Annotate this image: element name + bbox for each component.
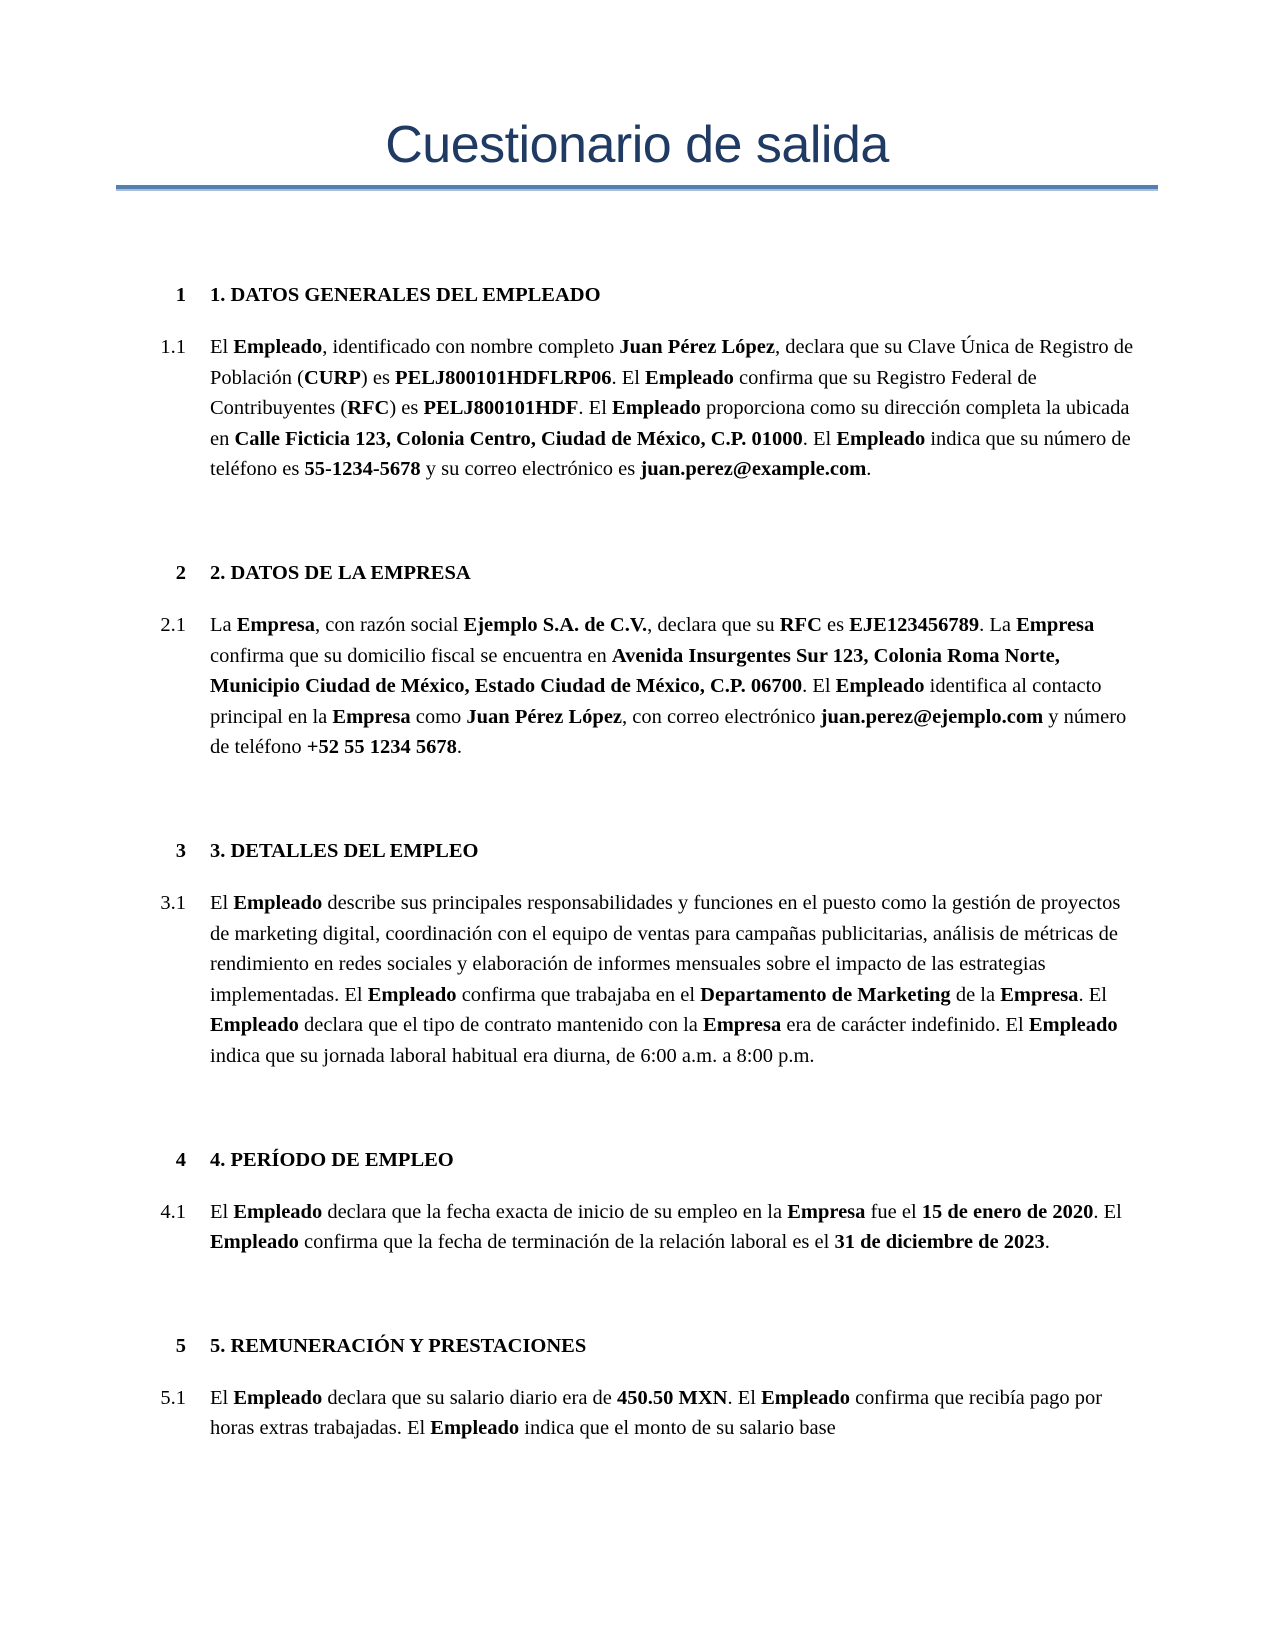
section-heading-row	[116, 1145, 1158, 1175]
text-run: , identificado con nombre completo	[322, 336, 620, 358]
text-run: proporciona como su dirección completa la ubicada en	[210, 397, 1130, 450]
text-run: El	[210, 1386, 234, 1409]
bold-run: Empleado	[233, 1200, 323, 1223]
bold-run: juan.perez@example.com	[640, 458, 867, 481]
clause-row	[116, 332, 1158, 485]
clause-text	[210, 888, 1140, 1072]
bold-run: Empleado	[645, 366, 734, 389]
clause-text	[210, 1383, 1140, 1444]
text-run: .	[456, 736, 462, 759]
text-run: La	[210, 613, 237, 636]
clause-number: 3.1	[160, 891, 186, 914]
bold-run: juan.perez@ejemplo.com	[820, 705, 1044, 728]
text-run: El	[210, 336, 234, 358]
text-run: . El	[611, 366, 646, 389]
section-heading-row	[116, 280, 1158, 310]
bold-run: Empleado	[1028, 1014, 1118, 1037]
text-run: , declara que su Clave Única de Registro de Población (	[210, 336, 1134, 389]
clause-text	[210, 332, 1140, 485]
bold-run: Empleado	[836, 427, 926, 450]
text-run: era de carácter indefinido. El	[781, 1014, 1029, 1037]
bold-run: Juan Pérez López	[466, 705, 623, 728]
bold-run: Empleado	[761, 1386, 850, 1409]
text-run: indica que su número de teléfono es	[210, 427, 1131, 481]
bold-run: RFC	[779, 613, 822, 636]
text-run: confirma que recibía pago por horas extras trabajadas. El	[210, 1386, 1103, 1440]
section-heading: 4. PERÍODO DE EMPLEO	[210, 1148, 454, 1171]
bold-run: +52 55 1234 5678	[306, 736, 457, 759]
section-number: 1	[175, 284, 186, 306]
text-run: . El	[1078, 983, 1107, 1006]
text-run: .	[866, 458, 872, 481]
text-run: de la	[950, 983, 1001, 1006]
bold-run: Empresa	[787, 1200, 866, 1223]
section-heading-row	[116, 558, 1158, 588]
text-run: describe sus principales responsabilidades y funciones en el puesto como la gestión de proyectos de marketing digital, coordinación con el equipo de ventas para campañas publicitarias, análisis de métricas de rendimiento en redes sociales y elaboración de informes mensuales sobre el impacto de las estrategias implementadas. El	[210, 891, 1121, 1006]
document-body	[116, 280, 1158, 1444]
section-heading-row	[116, 1331, 1158, 1361]
clause-number: 4.1	[160, 1200, 186, 1223]
bold-run: Juan Pérez López	[619, 336, 775, 358]
text-run: .	[1044, 1231, 1050, 1254]
bold-run: Calle Ficticia 123, Colonia Centro, Ciudad de México, C.P. 01000	[234, 427, 803, 450]
bold-run: 15 de enero de 2020	[921, 1200, 1094, 1223]
text-run: . El	[578, 397, 613, 420]
text-run: confirma que su Registro Federal de Contribuyentes (	[210, 366, 1037, 420]
section	[116, 1145, 1158, 1258]
bold-run: Departamento de Marketing	[700, 983, 951, 1006]
bold-run: Empleado	[210, 1231, 299, 1254]
text-run: . El	[727, 1386, 762, 1409]
text-run: . El	[1093, 1200, 1122, 1223]
text-run: declara que su salario diario era de	[322, 1386, 618, 1409]
clause-number: 1.1	[160, 336, 186, 358]
section-number: 5	[175, 1334, 186, 1357]
text-run: declara que la fecha exacta de inicio de su empleo en la	[322, 1200, 788, 1223]
text-run: declara que el tipo de contrato mantenido con la	[298, 1014, 704, 1037]
text-run: y su correo electrónico es	[420, 458, 641, 481]
bold-run: Empleado	[430, 1417, 520, 1440]
clause-row	[116, 610, 1158, 763]
text-run: confirma que su domicilio fiscal se encuentra en	[210, 644, 612, 667]
section	[116, 558, 1158, 763]
clause-number: 5.1	[160, 1386, 186, 1409]
bold-run: 31 de diciembre de 2023	[834, 1231, 1045, 1254]
section-heading: 3. DETALLES DEL EMPLEO	[210, 839, 479, 862]
clause-row	[116, 1383, 1158, 1444]
section-heading: 5. REMUNERACIÓN Y PRESTACIONES	[210, 1334, 587, 1357]
bold-run: Empresa	[703, 1014, 782, 1037]
clause-row	[116, 1197, 1158, 1258]
bold-run: Empleado	[233, 1386, 323, 1409]
section	[116, 836, 1158, 1072]
section-heading: 2. DATOS DE LA EMPRESA	[210, 561, 471, 584]
text-run: ) es	[389, 397, 424, 420]
bold-run: CURP	[303, 366, 361, 389]
text-run: . La	[979, 613, 1017, 636]
clause-text	[210, 1197, 1140, 1258]
text-run: El	[210, 1200, 234, 1223]
bold-run: Empresa	[1016, 613, 1095, 636]
text-run: indica que su jornada laboral habitual era diurna, de 6:00 a.m. a 8:00 p.m.	[210, 1044, 815, 1067]
bold-run: Empresa	[332, 705, 411, 728]
text-run: ) es	[360, 366, 396, 389]
text-run: es	[821, 613, 850, 636]
bold-run: 450.50 MXN	[617, 1386, 728, 1409]
text-run: , con razón social	[314, 613, 464, 636]
section-number: 2	[175, 561, 186, 584]
section-heading-row	[116, 836, 1158, 866]
section-number: 4	[175, 1148, 186, 1171]
bold-run: Empresa	[236, 613, 315, 636]
bold-run: Empleado	[612, 397, 701, 420]
clause-text	[210, 610, 1140, 763]
bold-run: EJE123456789	[849, 613, 980, 636]
section-heading: 1. DATOS GENERALES DEL EMPLEADO	[210, 284, 601, 306]
bold-run: Empleado	[233, 336, 323, 358]
bold-run: Avenida Insurgentes Sur 123, Colonia Roma Norte, Municipio Ciudad de México, Estado Ciudad de México, C.P. 06700	[210, 644, 1060, 698]
bold-run: Empleado	[367, 983, 457, 1006]
bold-run: PELJ800101HDFLRP06	[395, 366, 612, 389]
bold-run: 55-1234-5678	[304, 458, 421, 481]
clause-row	[116, 888, 1158, 1072]
bold-run: Empleado	[233, 891, 323, 914]
text-run: indica que el monto de su salario base	[519, 1417, 836, 1440]
text-run: fue el	[865, 1200, 922, 1223]
section-number: 3	[175, 839, 186, 862]
bold-run: Ejemplo S.A. de C.V.	[463, 613, 648, 636]
bold-run: PELJ800101HDF	[423, 397, 579, 420]
bold-run: Empleado	[210, 1014, 299, 1037]
text-run: como	[410, 705, 467, 728]
clause-number: 2.1	[160, 613, 186, 636]
title-rule-divider	[116, 185, 1158, 191]
text-run: , con correo electrónico	[622, 705, 821, 728]
text-run: , declara que su	[647, 613, 780, 636]
section	[116, 280, 1158, 485]
bold-run: Empresa	[1000, 983, 1079, 1006]
document-title: Cuestionario de salida	[385, 116, 889, 174]
text-run: identifica al contacto principal en la	[210, 675, 1102, 728]
section	[116, 1331, 1158, 1444]
bold-run: RFC	[347, 397, 390, 420]
text-run: confirma que trabajaba en el	[456, 983, 701, 1006]
text-run: y número de teléfono	[210, 705, 1127, 759]
text-run: . El	[802, 675, 836, 698]
text-run: . El	[802, 427, 837, 450]
text-run: confirma que la fecha de terminación de la relación laboral es el	[298, 1231, 835, 1254]
bold-run: Empleado	[835, 675, 925, 698]
text-run: El	[210, 891, 234, 914]
